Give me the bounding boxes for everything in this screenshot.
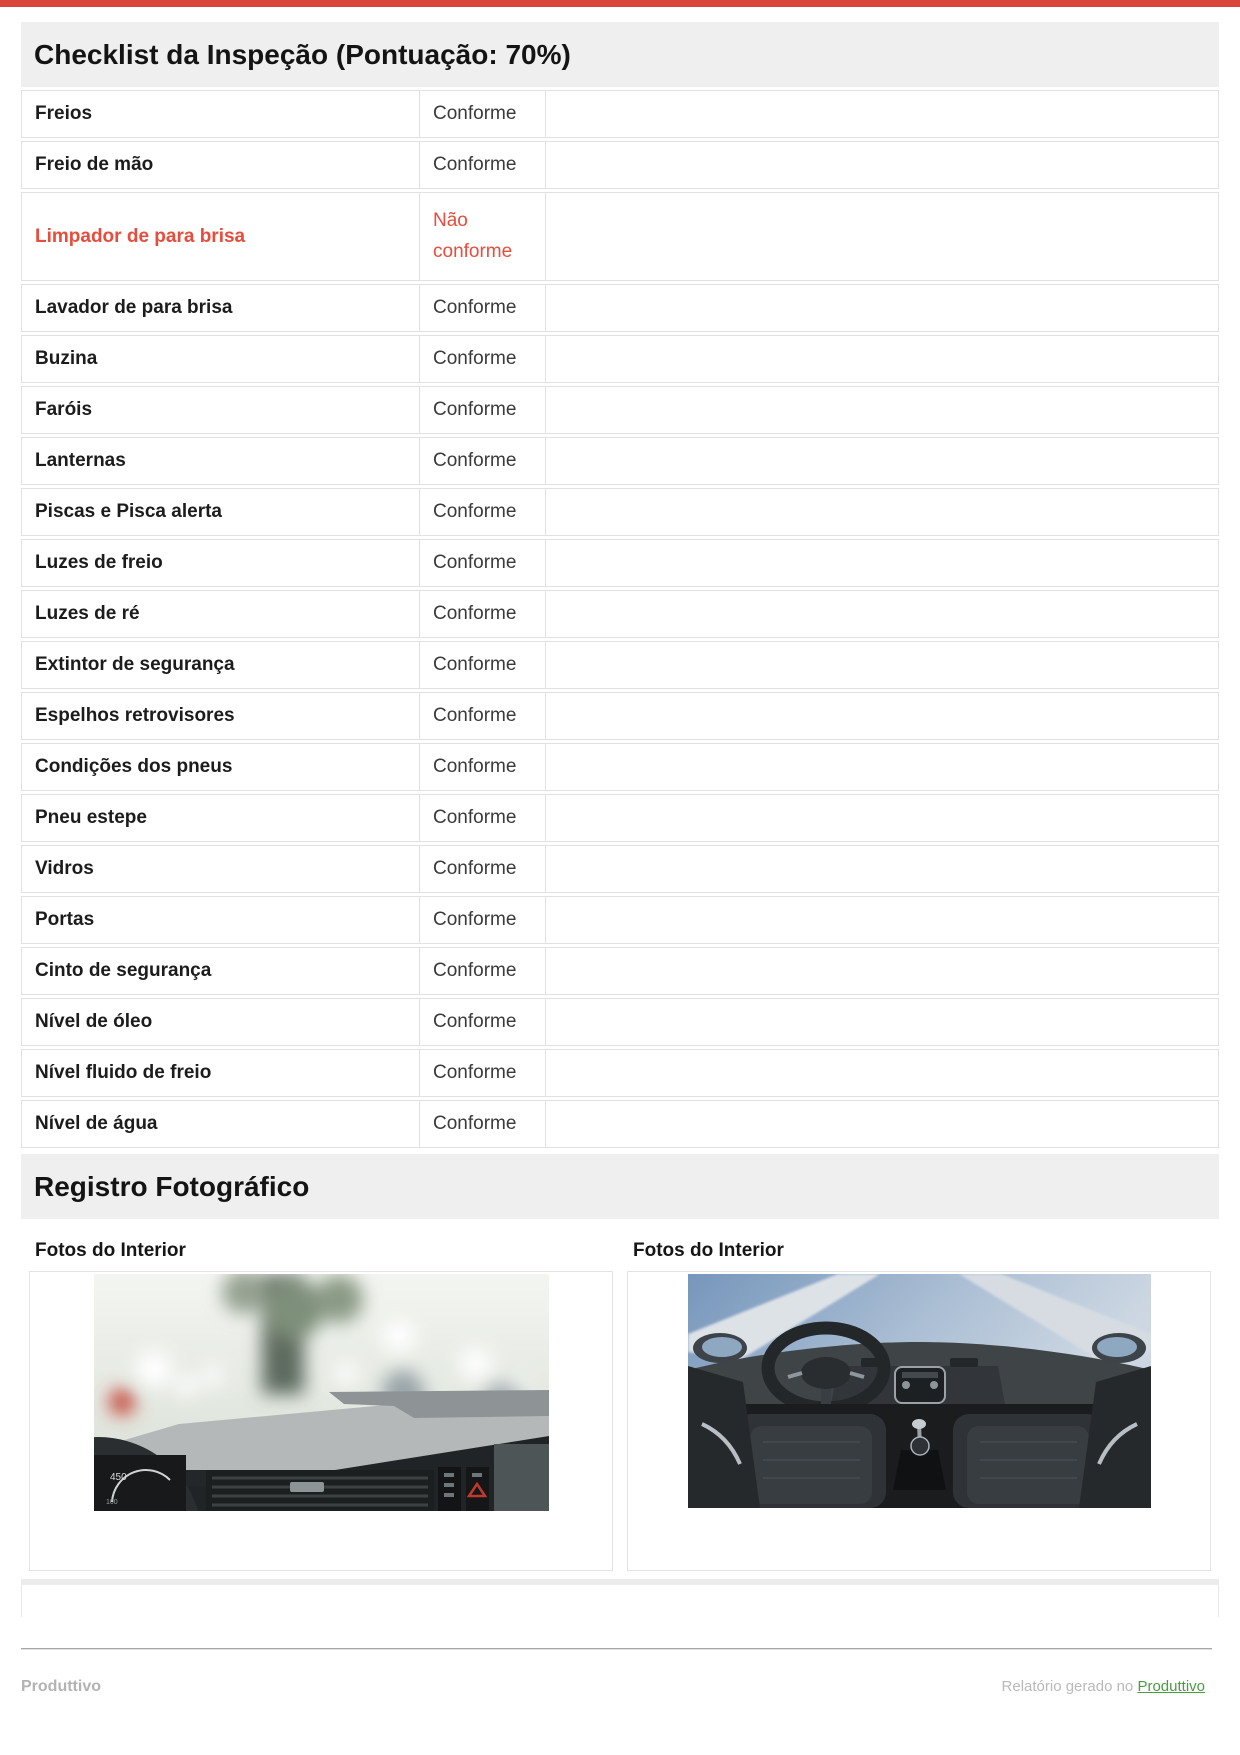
- item-label-cell: [21, 590, 420, 638]
- svg-text:100: 100: [105, 1499, 118, 1506]
- page-footer: [21, 1678, 1219, 1696]
- item-label: Extintor de segurança: [35, 654, 235, 675]
- item-label-cell: [21, 437, 420, 485]
- checklist-row: [21, 1100, 1219, 1148]
- item-status-value: Conforme: [433, 959, 517, 981]
- checklist-row: [21, 539, 1219, 587]
- item-status-cell: [419, 539, 546, 587]
- checklist-row: [21, 641, 1219, 689]
- item-label: Nível de óleo: [35, 1011, 153, 1032]
- item-label: Luzes de freio: [35, 552, 163, 573]
- checklist-table: [21, 90, 1219, 1148]
- checklist-row: [21, 590, 1219, 638]
- item-label: Nível de água: [35, 1113, 158, 1134]
- item-status-cell: [419, 335, 546, 383]
- checklist-section-header: [21, 22, 1219, 87]
- footer-generated-text: Relatório gerado no: [1001, 1678, 1134, 1695]
- item-notes-cell: [545, 141, 1219, 189]
- checklist-row: [21, 1049, 1219, 1097]
- photos-section-title: Registro Fotográfico: [34, 1170, 310, 1202]
- item-label: Freios: [35, 103, 93, 124]
- photo-group-2: [627, 1227, 1211, 1571]
- item-label-cell: [21, 192, 420, 281]
- item-label-cell: [21, 141, 420, 189]
- item-notes-cell: [545, 1100, 1219, 1148]
- item-label: Buzina: [35, 348, 98, 369]
- item-status-value: Conforme: [433, 296, 517, 318]
- item-label-cell: [21, 386, 420, 434]
- item-notes-cell: [545, 284, 1219, 332]
- page-top-accent-bar: [0, 0, 1240, 7]
- item-label: Portas: [35, 909, 95, 930]
- item-status-cell: [419, 141, 546, 189]
- item-status-value: Conforme: [433, 153, 517, 175]
- item-notes-cell: [545, 590, 1219, 638]
- interior-photo-blurred-dashboard: [94, 1274, 549, 1511]
- item-status-cell: [419, 90, 546, 138]
- item-status-value: Conforme: [433, 1112, 517, 1134]
- item-label-cell: [21, 998, 420, 1046]
- item-status-value: Conforme: [433, 500, 517, 522]
- item-status-cell: [419, 896, 546, 944]
- item-status-cell: [419, 692, 546, 740]
- photo-box: [29, 1271, 613, 1571]
- item-notes-cell: [545, 743, 1219, 791]
- item-label-cell: [21, 90, 420, 138]
- item-label-cell: [21, 284, 420, 332]
- truncated-section-box: [21, 1585, 1219, 1617]
- item-notes-cell: [545, 692, 1219, 740]
- checklist-row: [21, 845, 1219, 893]
- item-status-value: Conforme: [433, 347, 517, 369]
- item-label: Limpador de para brisa: [35, 225, 246, 247]
- item-status-cell: [419, 590, 546, 638]
- item-label-cell: [21, 896, 420, 944]
- checklist-row: [21, 141, 1219, 189]
- item-notes-cell: [545, 539, 1219, 587]
- item-status-value: Conforme: [433, 755, 517, 777]
- checklist-row: [21, 743, 1219, 791]
- checklist-row: [21, 437, 1219, 485]
- photo-group-label: Fotos do Interior: [633, 1240, 784, 1261]
- item-status-cell: [419, 437, 546, 485]
- checklist-row: [21, 488, 1219, 536]
- photo-box: [627, 1271, 1211, 1571]
- item-label-cell: [21, 1100, 420, 1148]
- checklist-row: [21, 386, 1219, 434]
- item-label-cell: [21, 539, 420, 587]
- item-label: Pneu estepe: [35, 807, 147, 828]
- item-label-cell: [21, 947, 420, 995]
- item-label-cell: [21, 845, 420, 893]
- item-label-cell: [21, 488, 420, 536]
- photo-group-label: Fotos do Interior: [35, 1240, 186, 1261]
- item-label: Condições dos pneus: [35, 756, 233, 777]
- item-status-value: Conforme: [433, 449, 517, 471]
- item-status-value: Conforme: [433, 551, 517, 573]
- item-label: Luzes de ré: [35, 603, 140, 624]
- interior-photo-cockpit: [688, 1274, 1151, 1508]
- checklist-row: [21, 335, 1219, 383]
- item-status-cell: [419, 1100, 546, 1148]
- item-status-value: Não conforme: [433, 210, 513, 262]
- item-label: Lanternas: [35, 450, 126, 471]
- item-notes-cell: [545, 896, 1219, 944]
- item-notes-cell: [545, 90, 1219, 138]
- item-notes-cell: [545, 794, 1219, 842]
- item-status-cell: [419, 743, 546, 791]
- item-label: Lavador de para brisa: [35, 297, 233, 318]
- footer-divider: [21, 1648, 1212, 1650]
- item-label: Freio de mão: [35, 154, 154, 175]
- checklist-row: [21, 998, 1219, 1046]
- item-status-cell: [419, 641, 546, 689]
- checklist-section-title: Checklist da Inspeção (Pontuação: 70%): [34, 38, 571, 70]
- item-status-value: Conforme: [433, 398, 517, 420]
- item-notes-cell: [545, 998, 1219, 1046]
- item-label-cell: [21, 794, 420, 842]
- checklist-row: [21, 794, 1219, 842]
- checklist-row: [21, 692, 1219, 740]
- item-label: Piscas e Pisca alerta: [35, 501, 222, 522]
- item-notes-cell: [545, 335, 1219, 383]
- item-status-cell: [419, 794, 546, 842]
- item-label-cell: [21, 692, 420, 740]
- item-status-value: Conforme: [433, 704, 517, 726]
- item-status-cell: [419, 386, 546, 434]
- item-label: Espelhos retrovisores: [35, 705, 235, 726]
- item-status-cell: [419, 947, 546, 995]
- item-status-value: Conforme: [433, 1061, 517, 1083]
- photo-group-1: [29, 1227, 613, 1571]
- item-label-cell: [21, 641, 420, 689]
- footer-brand: Produttivo: [21, 1678, 101, 1695]
- item-label: Vidros: [35, 858, 94, 879]
- checklist-row: [21, 284, 1219, 332]
- item-status-cell: [419, 1049, 546, 1097]
- photos-section-header: [21, 1154, 1219, 1219]
- item-status-value: Conforme: [433, 653, 517, 675]
- item-label: Cinto de segurança: [35, 960, 212, 981]
- report-content: [21, 22, 1219, 1696]
- item-notes-cell: [545, 1049, 1219, 1097]
- photos-grid: [21, 1219, 1219, 1579]
- item-label: Faróis: [35, 399, 93, 420]
- item-status-value: Conforme: [433, 1010, 517, 1032]
- checklist-row: [21, 896, 1219, 944]
- item-status-value: Conforme: [433, 908, 517, 930]
- produttivo-link[interactable]: Produttivo: [1137, 1678, 1205, 1695]
- item-label-cell: [21, 743, 420, 791]
- item-status-cell: [419, 845, 546, 893]
- item-status-cell: [419, 998, 546, 1046]
- item-label: Nível fluido de freio: [35, 1062, 212, 1083]
- item-notes-cell: [545, 437, 1219, 485]
- footer-generated-note: [1002, 1678, 1205, 1695]
- item-status-cell: [419, 488, 546, 536]
- item-status-value: Conforme: [433, 102, 517, 124]
- checklist-row: [21, 947, 1219, 995]
- item-status-cell: [419, 192, 546, 281]
- item-status-value: Conforme: [433, 806, 517, 828]
- checklist-row: [21, 90, 1219, 138]
- item-status-value: Conforme: [433, 602, 517, 624]
- svg-text:450: 450: [109, 1472, 127, 1483]
- item-label-cell: [21, 335, 420, 383]
- item-notes-cell: [545, 386, 1219, 434]
- item-status-cell: [419, 284, 546, 332]
- item-notes-cell: [545, 641, 1219, 689]
- item-label-cell: [21, 1049, 420, 1097]
- item-notes-cell: [545, 845, 1219, 893]
- item-notes-cell: [545, 192, 1219, 281]
- item-notes-cell: [545, 947, 1219, 995]
- item-status-value: Conforme: [433, 857, 517, 879]
- checklist-row: [21, 192, 1219, 281]
- item-notes-cell: [545, 488, 1219, 536]
